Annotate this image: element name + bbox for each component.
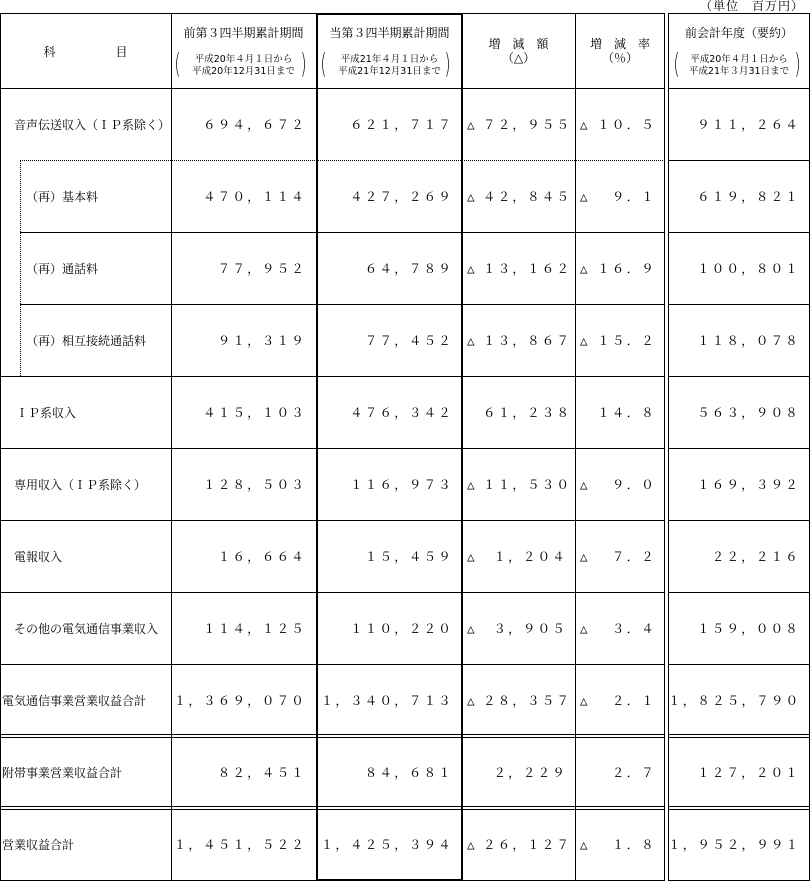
cell-rate: １５．２ (597, 333, 656, 348)
cell-curr-period: ６２１，７１７ (350, 117, 453, 132)
row-sep-2 (20, 232, 665, 233)
row-label: その他の電気通信事業収入 (14, 622, 159, 636)
cell-prev-year: １６９，３９２ (697, 477, 800, 492)
cell-diff-sign: △ (467, 333, 477, 348)
header-bottom-line-right (668, 88, 810, 89)
cell-rate: ２．１ (611, 693, 656, 708)
row-sep-9a-right (668, 734, 810, 735)
open-paren-curr: ( (320, 47, 327, 80)
header-curr-range-2: 平成21年12月31日まで (338, 66, 441, 77)
cell-diff: ６１，２３８ (483, 405, 572, 420)
cell-prev-year: １１８，０７８ (697, 333, 800, 348)
cell-prev-year: ６１９，８２１ (697, 189, 800, 204)
cell-rate: ７．２ (611, 549, 656, 564)
cell-curr-period: １，４２５，３９４ (320, 837, 453, 852)
cell-curr-period: １，３４０，７１３ (320, 693, 453, 708)
header-change-amount-sub: （△） (501, 51, 536, 65)
header-year-range-2: 平成21年３月31日まで (688, 66, 790, 77)
cell-curr-period: ６４，７８９ (364, 261, 453, 276)
cell-rate-sign: △ (580, 621, 590, 636)
cell-rate: ９．０ (611, 477, 656, 492)
row-sep-4 (0, 376, 665, 377)
cell-prev-year: ２２，２１６ (711, 549, 800, 564)
header-change-amount: 増 減 額 (488, 37, 549, 51)
cell-rate-sign: △ (580, 693, 590, 708)
cell-diff: ２６，１２７ (483, 837, 572, 852)
cell-prev-year: １００，８０１ (697, 261, 800, 276)
cell-diff: １３，１６２ (483, 261, 572, 276)
cell-rate-sign: △ (580, 333, 590, 348)
close-paren-curr: ) (444, 47, 451, 80)
cell-diff: １，２０４ (493, 549, 567, 564)
header-prev-range-2: 平成20年12月31日まで (192, 66, 295, 77)
row-sep-2-right (668, 232, 810, 233)
row-sep-10a (0, 806, 665, 807)
cell-prev-period: ７７，９５２ (217, 261, 306, 276)
header-prev-range-1: 平成20年４月１日から (194, 54, 293, 65)
row-label: （再）通話料 (26, 262, 99, 276)
cell-prev-year: １，８２５，７９０ (668, 693, 801, 708)
cell-diff-sign: △ (467, 189, 477, 204)
row-sep-1-right (668, 160, 810, 161)
row-sep-1 (20, 160, 665, 161)
row-sep-7-right (668, 592, 810, 593)
header-prev-year: 前会計年度（要約） (684, 26, 793, 40)
cell-diff: １１，５３０ (483, 477, 572, 492)
cell-prev-year: ５６３，９０８ (697, 405, 800, 420)
cell-rate: ９．１ (611, 189, 656, 204)
prev-year-table-frame (668, 13, 810, 881)
cell-prev-period: １１４，１２５ (203, 621, 306, 636)
cell-rate-sign: △ (580, 837, 590, 852)
cell-diff: ３，９０５ (493, 621, 567, 636)
row-sep-7 (0, 592, 665, 593)
cell-prev-year: ９１１，２６４ (697, 117, 800, 132)
row-label: 電報収入 (14, 550, 63, 564)
row-sep-10b (0, 809, 665, 810)
current-period-highlight (316, 13, 463, 881)
header-subject: 科 目 (43, 45, 128, 59)
cell-diff-sign: △ (467, 837, 477, 852)
cell-curr-period: ４２７，２６９ (350, 189, 453, 204)
row-label: （再）基本料 (26, 190, 99, 204)
cell-curr-period: １１６，９７３ (350, 477, 453, 492)
open-paren-year: ( (673, 47, 680, 80)
row-sep-9a (0, 734, 665, 735)
row-sep-6-right (668, 520, 810, 521)
row-label: 電気通信事業営業収益合計 (2, 694, 147, 708)
cell-prev-period: １６，６６４ (217, 549, 306, 564)
sub-item-indent-line (20, 160, 21, 376)
cell-rate: ３．４ (611, 621, 656, 636)
row-label: （再）相互接続通話料 (26, 334, 147, 348)
unit-note: （単位 百万円） (699, 0, 804, 13)
cell-diff: ２，２２９ (493, 765, 567, 780)
cell-prev-period: ８２，４５１ (217, 765, 306, 780)
row-label: 営業収益合計 (2, 838, 75, 852)
cell-rate-sign: △ (580, 117, 590, 132)
row-sep-5 (0, 448, 665, 449)
cell-diff-sign: △ (467, 549, 477, 564)
header-change-rate: 増 減 率 (589, 37, 650, 51)
cell-curr-period: ７７，４５２ (364, 333, 453, 348)
cell-prev-period: ４１５，１０３ (203, 405, 306, 420)
cell-curr-period: １５，４５９ (364, 549, 453, 564)
cell-curr-period: ４７６，３４２ (350, 405, 453, 420)
header-bottom-line (0, 88, 665, 89)
cell-diff: １３，８６７ (483, 333, 572, 348)
close-paren-prev: ) (300, 47, 307, 80)
row-sep-9b-right (668, 737, 810, 738)
row-sep-5-right (668, 448, 810, 449)
row-label: 音声伝送収入（ＩＰ系除く） (14, 118, 171, 132)
cell-diff-sign: △ (467, 117, 477, 132)
col-line-3 (575, 13, 576, 881)
header-prev-period: 前第３四半期累計期間 (183, 26, 304, 40)
cell-rate: １０．５ (597, 117, 656, 132)
cell-diff: ７２，９５５ (483, 117, 572, 132)
cell-rate-sign: △ (580, 477, 590, 492)
col-line-1 (171, 13, 172, 881)
cell-rate: １４．８ (597, 405, 656, 420)
row-label: 専用収入（ＩＰ系除く） (14, 478, 147, 492)
row-label: 附帯事業営業収益合計 (2, 766, 123, 780)
cell-rate: １６．９ (597, 261, 656, 276)
header-curr-range-1: 平成21年４月１日から (340, 54, 439, 65)
cell-prev-year: １２７，２０１ (697, 765, 800, 780)
row-sep-3-right (668, 304, 810, 305)
row-sep-8-right (668, 664, 810, 665)
row-sep-3 (20, 304, 665, 305)
cell-prev-period: ６９４，６７２ (203, 117, 306, 132)
cell-rate-sign: △ (580, 549, 590, 564)
cell-rate-sign: △ (580, 189, 590, 204)
row-sep-9b (0, 737, 665, 738)
header-change-rate-sub: （％） (601, 51, 638, 65)
cell-curr-period: ８４，６８１ (364, 765, 453, 780)
row-sep-4-right (668, 376, 810, 377)
cell-rate-sign: △ (580, 261, 590, 276)
cell-diff: ４２，８４５ (483, 189, 572, 204)
row-sep-6 (0, 520, 665, 521)
cell-prev-period: １２８，５０３ (203, 477, 306, 492)
cell-prev-period: １，３６９，０７０ (173, 693, 306, 708)
close-paren-year: ) (794, 47, 801, 80)
row-label: ＩＰ系収入 (16, 406, 77, 420)
open-paren-prev: ( (174, 47, 181, 80)
header-curr-period: 当第３四半期累計期間 (329, 26, 450, 40)
header-year-range-1: 平成20年４月１日から (690, 54, 788, 65)
cell-prev-year: １５９，００８ (697, 621, 800, 636)
cell-curr-period: １１０，２２０ (350, 621, 453, 636)
cell-prev-period: ９１，３１９ (217, 333, 306, 348)
cell-diff-sign: △ (467, 621, 477, 636)
cell-diff: ２８，３５７ (483, 693, 572, 708)
cell-diff-sign: △ (467, 261, 477, 276)
row-sep-10a-right (668, 806, 810, 807)
cell-diff-sign: △ (467, 693, 477, 708)
cell-prev-year: １，９５２，９９１ (668, 837, 801, 852)
row-sep-8 (0, 664, 665, 665)
cell-diff-sign: △ (467, 477, 477, 492)
cell-rate: １．８ (611, 837, 656, 852)
cell-rate: ２．７ (611, 765, 656, 780)
cell-prev-period: ４７０，１１４ (203, 189, 306, 204)
cell-prev-period: １，４５１，５２２ (173, 837, 306, 852)
row-sep-10b-right (668, 809, 810, 810)
